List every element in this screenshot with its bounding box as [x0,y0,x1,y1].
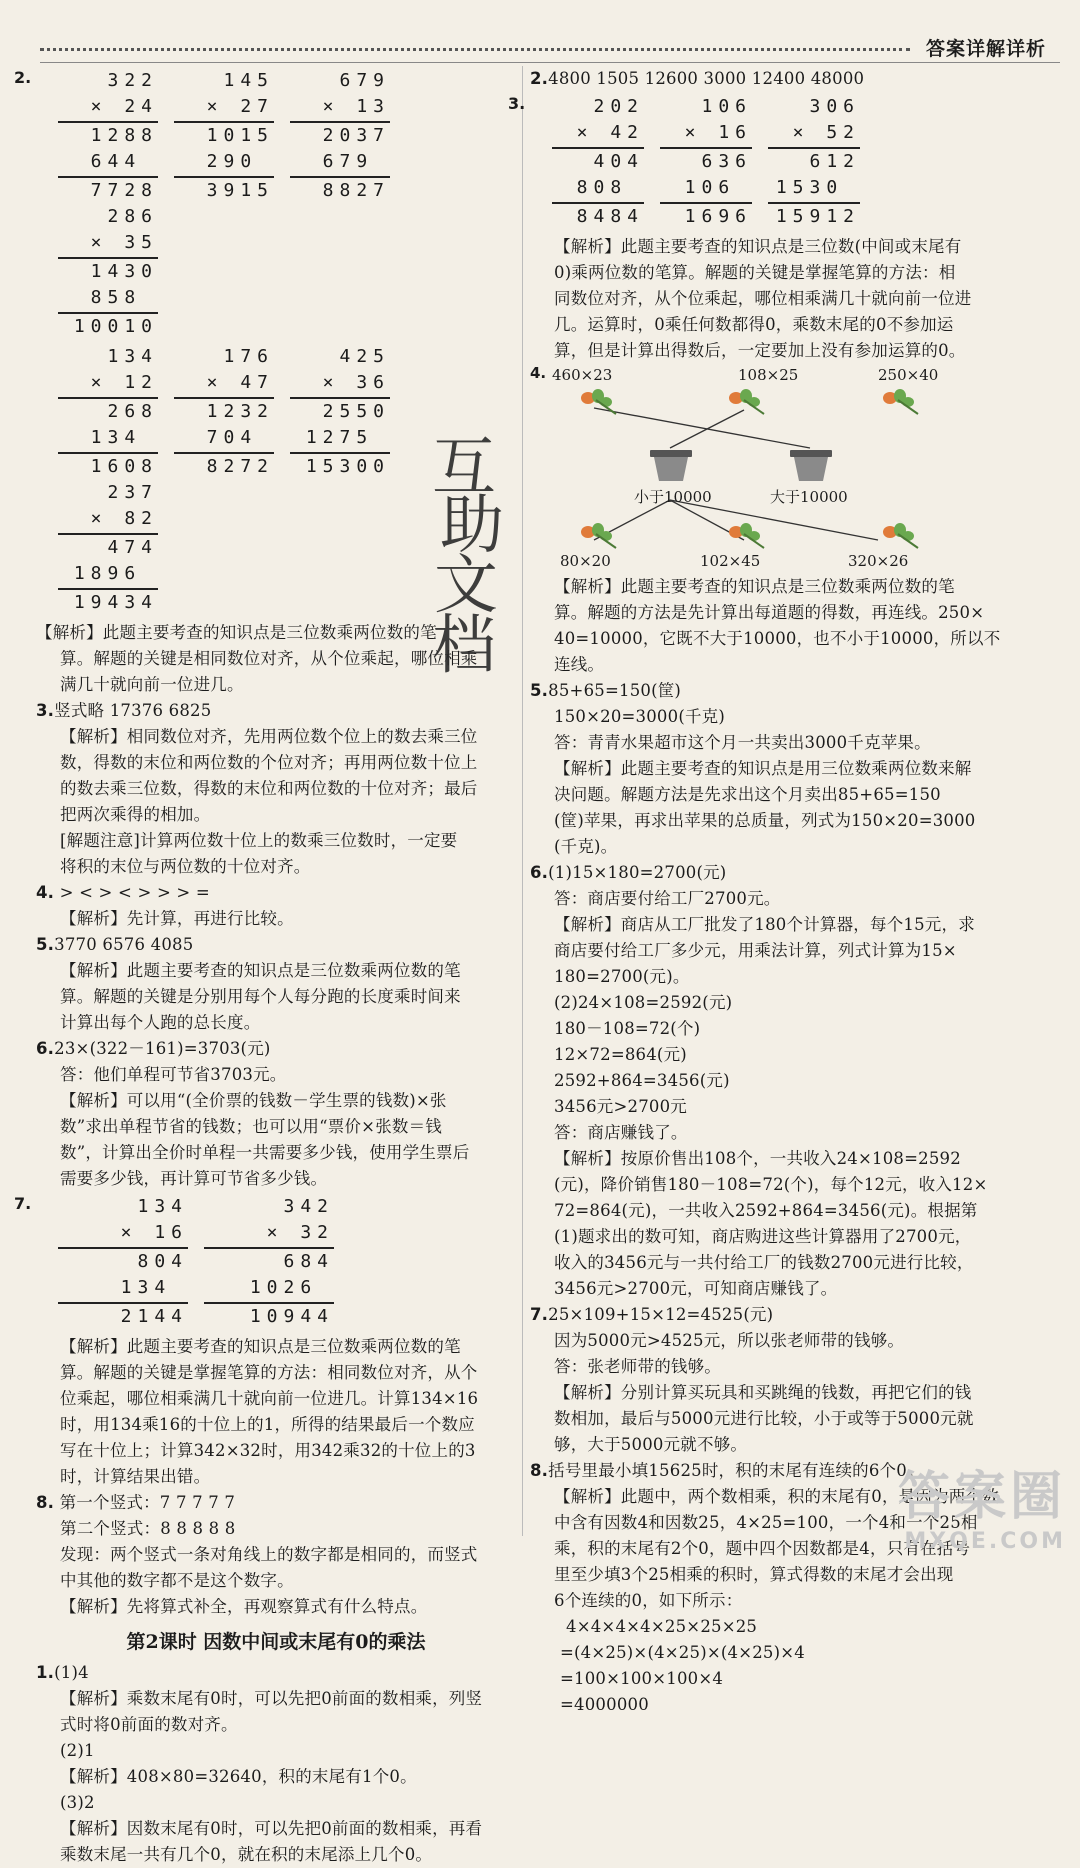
r-q3-calcs [508,94,1030,230]
multiplicand: 322 [107,70,158,91]
handwriting-char: 文 [434,549,498,623]
partial-product-1: 1430 [58,257,158,285]
q3-note-1: [解题注意]计算两位数十位上的数乘三位数时，一定要 [60,831,458,850]
multiplicand: 134 [107,346,158,367]
product: 2144 [58,1302,188,1330]
q8-analysis: 【解析】先将算式补全，再观察算式有什么特点。 [60,1597,428,1616]
r-q5-analysis-1: 【解析】此题主要考查的知识点是用三位数乘两位数来解 [554,759,972,778]
partial-product-2: 1530 [775,177,860,198]
r-q8-eq-2: =(4×25)×(4×25)×(4×25)×4 [560,1643,805,1662]
top-expr-3: 250×40 [878,366,939,384]
right-q4 [530,364,1030,678]
multiplicand: 145 [223,70,274,91]
flowerpot-icon [788,448,834,482]
s1-an1-1: 【解析】乘数末尾有0时，可以先把0前面的数相乘，列竖 [60,1689,483,1708]
flower-icon [878,386,920,416]
multiplier: × 13 [322,96,390,117]
partial-product-2: 679 [322,151,390,172]
question-number: 8. [530,1461,549,1480]
q3-text: 竖式略 17376 6825 [54,701,212,720]
q5-analysis-1: 【解析】此题主要考查的知识点是三位数乘两位数的笔 [60,961,461,980]
left-q4 [36,880,516,932]
r-q6-l2-1: (2)24×108=2592(元) [554,993,733,1012]
q6-answer: 答：他们单程可节省3703元。 [60,1065,287,1084]
r-q4-analysis-3: 40=10000，它既不大于10000，也不小于10000，所以不 [554,629,1001,648]
r-q6-answer1: 答：商店要付给工厂2700元。 [554,889,781,908]
r-q8-analysis-5: 6个连续的0，如下所示： [554,1591,743,1610]
flower-icon [724,520,766,550]
partial-product-2: 644 [90,151,158,172]
question-number: 6. [36,1039,55,1058]
r-q6-l2-5: 3456元>2700元 [554,1097,688,1116]
r-q5-analysis-4: (千克)。 [554,837,618,856]
product: 15300 [290,452,390,480]
q7-calcs [14,1194,516,1330]
question-number: 4. [36,883,55,902]
multiplier: × 82 [90,508,158,529]
question-number: 3. [36,701,55,720]
header-dotted-line [40,48,910,51]
multiplier: × 36 [322,372,390,393]
vertical-multiplication [290,344,390,480]
s1-an2: 【解析】408×80=32640，积的末尾有1个0。 [60,1767,417,1786]
product: 19434 [58,588,158,616]
product: 8484 [552,202,644,230]
r-q4-analysis-2: 算。解题的方法是先计算出每道题的得数，再连线。250× [554,603,985,622]
vertical-multiplication [174,68,274,204]
vertical-multiplication [58,344,158,480]
q6-analysis-2: 数”求出单程节省的钱数；也可以用“票价×张数＝钱 [60,1117,442,1136]
partial-product-2: 704 [206,427,274,448]
multiplicand: 202 [593,96,644,117]
question-number: 3. [508,94,526,113]
r-q3-analysis-4: 几。运算时，0乘任何数都得0，乘数末尾的0不参加运 [554,315,954,334]
partial-product-2: 1896 [73,563,158,584]
r-q8-analysis-2: 中含有因数4和因数25，4×25=100，一个4和一个25相 [554,1513,978,1532]
left-q6 [36,1036,516,1192]
left-q5 [36,932,516,1036]
s1-an1-2: 式时将0前面的数对齐。 [60,1715,238,1734]
partial-product-2: 1275 [305,427,390,448]
q8-find-1: 发现：两个竖式一条对角线上的数字都是相同的，而竖式 [60,1545,478,1564]
question-number: 4. [530,364,547,382]
vertical-multiplication [58,1194,188,1330]
r-q3-analysis-5: 算，但是计算出得数后，一定要加上没有参加运算的0。 [554,341,966,360]
q3-note-2: 将积的末位与两位数的十位对齐。 [60,857,311,876]
partial-product-1: 612 [768,147,860,175]
vertical-multiplication [660,94,752,230]
q7-analysis-3: 位乘起，哪位相乘满几十就向前一位进几。计算134×16 [60,1389,479,1408]
product: 10010 [58,312,158,340]
q8-line2: 第二个竖式：8 8 8 8 8 [60,1519,236,1538]
partial-product-1: 1288 [58,121,158,149]
vertical-multiplication [58,68,158,204]
multiplier: × 35 [90,232,158,253]
r-q8-eq-1: 4×4×4×4×25×25×25 [566,1617,758,1636]
multiplicand: 176 [223,346,274,367]
left-s1 [36,1660,516,1868]
r-q7-answer: 答：张老师带的钱够。 [554,1357,721,1376]
flower-icon [576,386,618,416]
question-number: 7. [14,1194,32,1213]
pot-label-1: 小于10000 [634,488,712,506]
multiplier: × 42 [576,122,644,143]
header-title: 答案详解详析 [925,38,1046,60]
r-q4-analysis-4: 连线。 [554,655,605,674]
r-q6-an1-2: 商店要付给工厂多少元，用乘法计算，列式计算为15× [554,941,957,960]
r-q6-an1-1: 【解析】商店从工厂批发了180个计算器，每个15元，求 [554,915,975,934]
flower-icon [878,520,920,550]
bottom-expr-3: 320×26 [848,552,909,570]
multiplier: × 32 [266,1222,334,1243]
q2-calc-row1 [14,68,516,340]
q7-analysis-1: 【解析】此题主要考查的知识点是三位数乘两位数的笔 [60,1337,461,1356]
r-q6-an2-5: 收入的3456元与一共付给工厂的钱数2700元进行比较， [554,1253,974,1272]
handwriting-char: 互 [432,431,496,505]
matching-diagram [530,364,1028,574]
q7-analysis-2: 算。解题的关键是掌握笔算的方法：相同数位对齐，从个 [60,1363,478,1382]
product: 15912 [768,202,860,230]
q6-analysis-3: 数”，计算出全价时单程一共需要多少钱，使用学生票后 [60,1143,470,1162]
vertical-multiplication [58,480,158,616]
q5-analysis-2: 算。解题的关键是分别用每个人每分跑的长度乘时间来 [60,987,461,1006]
q8-find-2: 中其他的数字都不是这个数字。 [60,1571,294,1590]
r-q6-an1-3: 180=2700(元)。 [554,967,690,986]
multiplicand: 286 [107,206,158,227]
partial-product-1: 2550 [290,397,390,425]
watermark-logo [898,1454,1066,1554]
r-q6-l2-2: 180－108=72(个) [554,1019,701,1038]
q2-analysis-2: 算。解题的关键是相同数位对齐，从个位乘起，哪位相乘 [60,649,478,668]
vertical-multiplication [290,68,390,204]
r-q7-analysis-3: 够，大于5000元就不够。 [554,1435,748,1454]
partial-product-1: 2037 [290,121,390,149]
q2-analysis-1: 【解析】此题主要考查的知识点是三位数乘两位数的笔 [36,623,437,642]
watermark-title: 答案圈 [897,1467,1066,1527]
vertical-multiplication [552,94,644,230]
r-q6-an2-6: 3456元>2700元，可知商店赚钱了。 [554,1279,838,1298]
r-q7-l2: 因为5000元>4525元，所以张老师带的钱够。 [554,1331,905,1350]
multiplier: × 27 [206,96,274,117]
s1-an3-1: 【解析】因数末尾有0时，可以先把0前面的数相乘，再看 [60,1819,483,1838]
q6-text: 23×(322－161)=3703(元) [54,1039,271,1058]
product: 1696 [660,202,752,230]
q3-analysis-1: 【解析】相同数位对齐，先用两位数个位上的数去乘三位 [60,727,478,746]
s1-an3-2: 乘数末尾一共有几个0，就在积的末尾添上几个0。 [60,1845,433,1864]
question-number: 2. [14,68,32,87]
r-q7-analysis-2: 数相加，最后与5000元进行比较，小于或等于5000元就 [554,1409,974,1428]
q2-analysis-3: 满几十就向前一位进几。 [60,675,244,694]
q6-analysis-1: 【解析】可以用“(全价票的钱数－学生票的钱数)×张 [60,1091,447,1110]
vertical-multiplication [58,204,158,340]
left-q8 [36,1490,516,1620]
q6-analysis-4: 需要多少钱，再计算可节省多少钱。 [60,1169,328,1188]
r-q8-analysis-3: 乘，积的末尾有2个0，题中四个因数都是4，只有在括号 [554,1539,971,1558]
multiplier: × 16 [120,1222,188,1243]
q3-analysis-4: 把两次乘得的相加。 [60,805,211,824]
question-number: 6. [530,863,549,882]
multiplicand: 106 [701,96,752,117]
left-column [14,66,516,1868]
right-q2 [530,66,1030,92]
multiplicand: 134 [137,1196,188,1217]
handwriting-char: 助 [440,489,504,563]
multiplier: × 24 [90,96,158,117]
multiplier: × 12 [90,372,158,393]
partial-product-1: 636 [660,147,752,175]
product: 3915 [174,176,274,204]
vertical-multiplication [174,344,274,480]
partial-product-1: 268 [58,397,158,425]
partial-product-2: 290 [206,151,274,172]
multiplier: × 47 [206,372,274,393]
r-q6-an2-4: (1)题求出的数可知，商店购进这些计算器用了2700元， [554,1227,972,1246]
right-q6 [530,860,1030,1302]
partial-product-2: 858 [90,287,158,308]
right-q7 [530,1302,1030,1458]
r-q6-an2-1: 【解析】按原价售出108个，一共收入24×108=2592 [554,1149,961,1168]
r-q3-analysis-1: 【解析】此题主要考查的知识点是三位数(中间或末尾有 [554,237,962,256]
q4-analysis: 【解析】先计算，再进行比较。 [60,909,294,928]
q4-text: > < > < > > > = [59,883,210,902]
r-q6-answer2: 答：商店赚钱了。 [554,1123,688,1142]
section-title: 第2课时 因数中间或末尾有0的乘法 [126,1631,426,1653]
r-q6-an2-2: (元)，降价销售180－108=72(个)，每个12元，收入12× [554,1175,988,1194]
multiplier: × 16 [684,122,752,143]
r-q5-analysis-3: (筐)苹果，再求出苹果的总质量，列式为150×20=3000 [554,811,976,830]
question-number: 2. [530,69,549,88]
r-q6-l2-3: 12×72=864(元) [554,1045,687,1064]
partial-product-2: 134 [90,427,158,448]
r-q7-analysis-1: 【解析】分别计算买玩具和买跳绳的钱数，再把它们的钱 [554,1383,972,1402]
r-q8-analysis-1: 【解析】此题中，两个数相乘，积的末尾有0，是因为两个数 [554,1487,999,1506]
r-q6-l2-4: 2592+864=3456(元) [554,1071,730,1090]
r-q5-l1: 85+65=150(筐) [548,681,682,700]
r-q3-analysis-2: 0)乘两位数的笔算。解题的关键是掌握笔算的方法：相 [554,263,956,282]
bottom-expr-2: 102×45 [700,552,761,570]
multiplicand: 342 [283,1196,334,1217]
s1-a3: (3)2 [60,1793,95,1812]
handwriting-char: 档 [432,609,496,683]
multiplicand: 237 [107,482,158,503]
partial-product-1: 1015 [174,121,274,149]
q3-analysis-3: 的数去乘三位数，得数的末位和两位数的十位对齐；最后 [60,779,478,798]
r-q8-eq-4: =4000000 [560,1695,649,1714]
r-q4-analysis-1: 【解析】此题主要考查的知识点是三位数乘两位数的笔 [554,577,955,596]
q5-text: 3770 6576 4085 [54,935,194,954]
multiplier: × 52 [792,122,860,143]
vertical-multiplication [768,94,860,230]
q7-analysis-6: 时，计算结果出错。 [60,1467,211,1486]
product: 8827 [290,176,390,204]
flowerpot-icon [648,448,694,482]
r-q7-l1: 25×109+15×12=4525(元) [548,1305,774,1324]
product: 10944 [204,1302,334,1330]
question-number: 5. [36,935,55,954]
q5-analysis-3: 计算出每个人跑的总长度。 [60,1013,261,1032]
question-number: 7. [530,1305,549,1324]
product: 1608 [58,452,158,480]
pot-label-2: 大于10000 [770,488,848,506]
q2-text: 4800 1505 12600 3000 12400 48000 [548,69,865,88]
q8-line1: 第一个竖式：7 7 7 7 7 [59,1493,236,1512]
s1-a1: (1)4 [54,1663,89,1682]
partial-product-1: 404 [552,147,644,175]
flower-icon [724,386,766,416]
vertical-multiplication [204,1194,334,1330]
column-divider [522,66,523,1536]
question-number: 1. [36,1663,55,1682]
partial-product-1: 804 [58,1247,188,1275]
r-q8-eq-3: =100×100×100×4 [560,1669,724,1688]
header-rule [40,62,1060,63]
r-q6-l1: (1)15×180=2700(元) [548,863,727,882]
q3-analysis-2: 数，得数的末位和两位数的个位对齐；再用两位数十位上 [60,753,478,772]
right-q5 [530,678,1030,860]
r-q5-answer: 答：青青水果超市这个月一共卖出3000千克苹果。 [554,733,931,752]
r-q8-l1: 括号里最小填15625时，积的末尾有连续的6个0。 [548,1461,924,1480]
right-q3 [508,94,1030,364]
partial-product-1: 1232 [174,397,274,425]
partial-product-1: 684 [204,1247,334,1275]
r-q5-l2: 150×20=3000(千克) [554,707,726,726]
partial-product-2: 808 [576,177,644,198]
watermark-url: MXQE.COM [904,1529,1066,1554]
r-q5-analysis-2: 决问题。解题方法是先求出这个月卖出85+65=150 [554,785,941,804]
left-q7 [14,1194,516,1490]
q7-analysis-5: 写在十位上；计算342×32时，用342乘32的十位上的3 [60,1441,476,1460]
r-q6-an2-3: 72=864(元)，一共收入2592+864=3456(元)。根据第 [554,1201,978,1220]
product: 7728 [58,176,158,204]
question-number: 5. [530,681,549,700]
partial-product-2: 134 [120,1277,188,1298]
top-expr-1: 460×23 [552,366,613,384]
partial-product-2: 1026 [249,1277,334,1298]
left-q3 [36,698,516,880]
bottom-expr-1: 80×20 [560,552,611,570]
r-q8-analysis-4: 里至少填3个25相乘的积时，算式得数的末尾才会出现 [554,1565,954,1584]
multiplicand: 679 [339,70,390,91]
page-header [40,36,1060,60]
top-expr-2: 108×25 [738,366,799,384]
product: 8272 [174,452,274,480]
multiplicand: 306 [809,96,860,117]
q7-analysis-4: 时，用134乘16的十位上的1，所得的结果最后一个数应 [60,1415,475,1434]
r-q3-analysis-3: 同数位对齐，从个位乘起，哪位相乘满几十就向前一位进 [554,289,972,308]
partial-product-2: 106 [684,177,752,198]
s1-a2: (2)1 [60,1741,95,1760]
multiplicand: 425 [339,346,390,367]
question-number: 8. [36,1493,55,1512]
flower-icon [576,520,618,550]
partial-product-1: 474 [58,533,158,561]
